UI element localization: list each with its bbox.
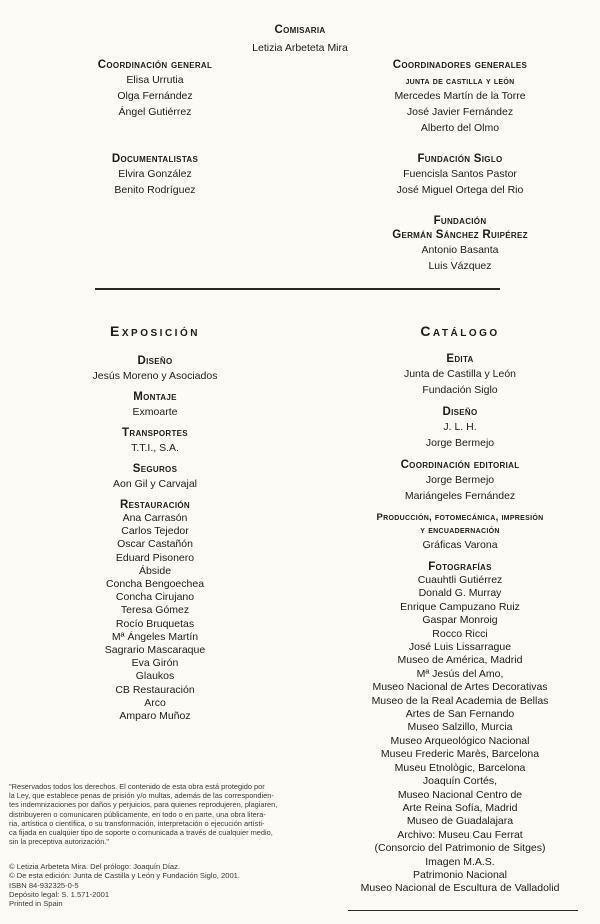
- name-line: Museo de Guadalajara: [406, 815, 514, 828]
- name-line: Museo Salzillo, Murcia: [407, 721, 513, 734]
- name-line: Mª Ángeles Martín: [111, 630, 199, 643]
- name-line: Concha Cirujano: [115, 591, 195, 604]
- junta-heading: junta de castilla y león: [405, 76, 515, 87]
- name-line: Oscar Castañón: [117, 538, 193, 551]
- bottom-rule: [348, 910, 578, 911]
- name-line: Jorge Bermejo: [425, 474, 495, 486]
- name-line: Joaquín Cortés,: [422, 775, 498, 788]
- name-line: José Luis Lissarrague: [408, 641, 512, 654]
- comisaria-name: Letizia Arbeteta Mira: [252, 42, 348, 54]
- coordinadores-generales-heading: Coordinadores generales: [392, 59, 528, 71]
- fundacion-siglo-heading: Fundación Siglo: [417, 153, 503, 165]
- name-line: Museo Nacional de Escultura de Valladolid: [360, 882, 560, 895]
- name-line: Olga Fernández: [117, 90, 193, 102]
- name-line: Exmoarte: [132, 406, 178, 418]
- name-line: Eva Girón: [131, 657, 179, 670]
- name-line: Museo de la Real Academia de Bellas: [371, 694, 549, 707]
- name-line: Fundación Siglo: [422, 384, 498, 396]
- name-line: Museo de América, Madrid: [397, 654, 523, 667]
- fotografias-heading: Fotografías: [428, 561, 492, 573]
- exposicion-section: [50, 322, 260, 723]
- coordinacion-general-heading: Coordinación general: [97, 59, 213, 71]
- legal-line: "Reservados todos los derechos. El contenido de esta obra está protegido por: [9, 782, 265, 791]
- name-line: Fuencisla Santos Pastor: [403, 168, 517, 180]
- name-line: Jorge Bermejo: [425, 437, 495, 449]
- colophon-line: ISBN 84-932325-0-5: [9, 880, 79, 890]
- edita-heading: Edita: [446, 353, 474, 365]
- section-divider: [95, 288, 500, 290]
- name-line: Mariángeles Fernández: [404, 490, 516, 502]
- name-line: Mª Jesús del Amo,: [416, 667, 504, 680]
- name-line: Luis Vázquez: [428, 260, 492, 272]
- restauracion-heading: Restauración: [120, 499, 190, 511]
- name-line: Carlos Tejedor: [121, 525, 189, 538]
- catalogo-title: Catálogo: [420, 323, 500, 339]
- name-line: Cuauhtli Gutiérrez: [417, 574, 503, 586]
- legal-line: tes indemnizaciones por daños y perjuicios, para quienes reprodujeren, plagiaren,: [9, 800, 278, 810]
- name-line: Elisa Urrutia: [126, 74, 184, 86]
- name-line: José Javier Fernández: [406, 106, 514, 118]
- name-line: José Miguel Ortega del Rio: [396, 184, 524, 196]
- name-line: Mercedes Martín de la Torre: [394, 90, 526, 102]
- name-line: Gráficas Varona: [422, 539, 498, 551]
- name-line: Enrique Campuzano Ruiz: [400, 600, 520, 613]
- catalogo-diseno-heading: Diseño: [442, 406, 478, 418]
- coordinacion-general-section: [50, 58, 260, 120]
- name-line: Aon Gil y Carvajal: [112, 478, 198, 490]
- name-line: Ana Carrasón: [122, 512, 188, 524]
- name-line: Gaspar Monroig: [422, 614, 498, 627]
- name-line: Benito Rodríguez: [114, 184, 196, 196]
- legal-notice: [9, 782, 309, 846]
- documentalistas-section: [50, 152, 260, 198]
- name-line: Ángel Gutiérrez: [118, 106, 192, 118]
- legal-line: ca fijada en cualquier tipo de soporte o comunicada a través de cualquier medio,: [9, 828, 273, 838]
- colophon-line: Printed in Spain: [9, 899, 63, 909]
- colophon-line: © De esta edición: Junta de Castilla y León y Fundación Siglo, 2001.: [9, 871, 241, 881]
- name-line: CB Restauración: [115, 683, 195, 696]
- name-line: Alberto del Olmo: [420, 122, 500, 134]
- name-line: Sagrario Mascaraque: [104, 644, 206, 657]
- coordinadores-generales-section: [345, 58, 575, 136]
- name-line: Jesús Moreno y Asociados: [92, 370, 218, 382]
- name-line: Patrimonio Nacional: [413, 868, 507, 881]
- legal-line: sin la preceptiva autorización.": [9, 837, 109, 847]
- name-line: Rocío Bruquetas: [115, 617, 195, 630]
- name-line: Teresa Gómez: [120, 604, 190, 617]
- fundacion-siglo-section: [345, 152, 575, 198]
- name-line: Imagen M.A.S.: [425, 855, 495, 868]
- colophon-line: Depósito legal: S. 1.571-2001: [9, 889, 110, 899]
- name-line: Elvira González: [118, 168, 192, 180]
- name-line: Museo Nacional de Artes Decorativas: [372, 681, 548, 694]
- name-line: Museu Etnològic, Barcelona: [394, 761, 526, 774]
- name-line: (Consorcio del Patrimonio de Sitges): [374, 842, 546, 855]
- catalogo-section: [345, 322, 575, 896]
- legal-line: distribuyeren o comunicaren públicamente, en todo o en parte, una obra litera-: [9, 809, 266, 819]
- name-line: Artes de San Fernando: [405, 708, 515, 721]
- name-line: Rocco Ricci: [432, 627, 488, 640]
- name-line: Donald G. Murray: [418, 587, 502, 600]
- exposicion-diseno-heading: Diseño: [137, 355, 173, 367]
- name-line: Arte Reina Sofía, Madrid: [402, 801, 518, 814]
- fundacion-german-section: [345, 214, 575, 274]
- name-line: Junta de Castilla y León: [403, 368, 517, 380]
- name-line: T.T.I., S.A.: [131, 442, 179, 454]
- produccion-heading-2: y encuadernación: [420, 525, 500, 536]
- comisaria-section: [150, 23, 450, 56]
- transportes-heading: Transportes: [122, 427, 188, 439]
- name-line: Arco: [144, 696, 166, 709]
- comisaria-heading: Comisaria: [274, 24, 326, 36]
- name-line: Museo Arqueológico Nacional: [390, 734, 530, 747]
- name-line: Amparo Muñoz: [119, 710, 191, 723]
- documentalistas-heading: Documentalistas: [111, 153, 199, 165]
- seguros-heading: Seguros: [132, 463, 178, 475]
- produccion-heading-1: Producción, fotomecánica, impresión: [376, 512, 544, 523]
- exposicion-title: Exposición: [110, 323, 200, 339]
- montaje-heading: Montaje: [133, 391, 177, 403]
- legal-line: ria, artística o científica, o su transformación, interpretación o ejecución artísti-: [9, 818, 265, 828]
- legal-line: la Ley, que establece penas de prisión y/o multas, además de las correspondien-: [9, 791, 274, 801]
- colophon-line: © Letizia Arbeteta Mira. Del prólogo: Joaquín Díaz.: [9, 862, 181, 871]
- name-line: Ábside: [138, 564, 172, 577]
- name-line: Concha Bengoechea: [105, 578, 205, 591]
- name-line: Museu Frederic Marès, Barcelona: [380, 748, 540, 761]
- name-line: Glaukos: [135, 670, 175, 683]
- fundacion-german-heading-2: Germán Sánchez Ruipérez: [392, 229, 528, 241]
- name-line: Eduard Pisonero: [115, 551, 195, 564]
- name-line: J. L. H.: [443, 421, 477, 433]
- fundacion-german-heading-1: Fundación: [433, 215, 487, 227]
- name-line: Museo Nacional Centro de: [397, 788, 523, 801]
- name-line: Archivo: Museu Cau Ferrat: [397, 828, 523, 841]
- coordinacion-editorial-heading: Coordinación editorial: [400, 459, 520, 471]
- name-line: Antonio Basanta: [421, 244, 499, 256]
- colophon: [9, 862, 309, 908]
